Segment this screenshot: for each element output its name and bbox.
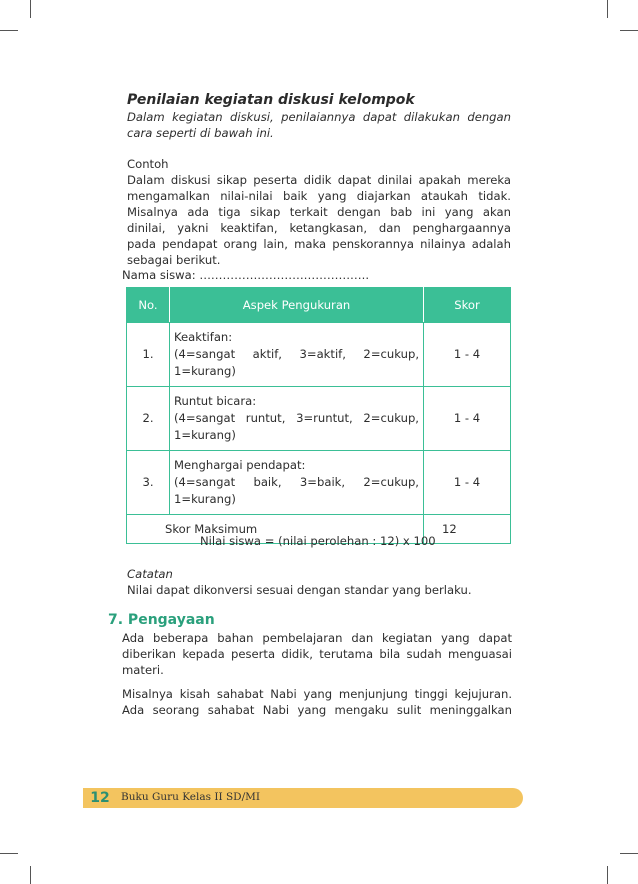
row-aspek: Menghargai pendapat: (4=sangat baik, 3=baik, 2=cukup, 1=kurang) xyxy=(170,451,424,515)
header-aspek: Aspek Pengukuran xyxy=(170,288,424,323)
pengayaan-paragraph-2: Misalnya kisah sahabat Nabi yang menjunjung tinggi kejujuran. Ada seorang sahabat Nabi yang mengaku sulit meninggalkan xyxy=(122,687,512,717)
total-value: 12 xyxy=(424,515,511,544)
pengayaan-heading: 7. Pengayaan xyxy=(108,612,215,628)
intro-paragraph: Dalam kegiatan diskusi, penilaiannya dapat dilakukan dengan cara seperti di bawah ini. xyxy=(127,110,511,140)
book-title: Buku Guru Kelas II SD/MI xyxy=(121,791,261,803)
crop-mark xyxy=(620,853,638,854)
section-title: Penilaian kegiatan diskusi kelompok xyxy=(127,92,415,108)
catatan-label: Catatan xyxy=(127,567,173,581)
contoh-paragraph: Dalam diskusi sikap peserta didik dapat dinilai apakah mereka mengamalkan nilai-nilai baik yang diajarkan ataukah tidak. Misalnya ada tiga sikap terkait dengan bab ini yang akan dinilai, yakni keaktifan, ketangkasan, dan penghargaannya pada pendapat orang lain, maka penskorannya nilainya adalah sebagai berikut. xyxy=(127,173,511,267)
score-formula: Nilai siswa = (nilai perolehan : 12) x 100 xyxy=(200,534,436,548)
crop-mark xyxy=(30,0,31,18)
crop-mark xyxy=(607,0,608,18)
pengayaan-paragraph-1: Ada beberapa bahan pembelajaran dan kegiatan yang dapat diberikan kepada peserta didik, terutama bila sudah menguasai materi. xyxy=(122,631,512,677)
catatan-text: Nilai dapat dikonversi sesuai dengan standar yang berlaku. xyxy=(127,583,472,597)
row-number: 2. xyxy=(127,387,170,451)
table-header-row xyxy=(127,288,511,323)
crop-mark xyxy=(0,853,18,854)
row-number: 3. xyxy=(127,451,170,515)
row-aspek: Keaktifan: (4=sangat aktif, 3=aktif, 2=cukup, 1=kurang) xyxy=(170,323,424,387)
row-number: 1. xyxy=(127,323,170,387)
row-skor: 1 - 4 xyxy=(424,451,511,515)
contoh-label: Contoh xyxy=(127,157,169,171)
crop-mark xyxy=(607,866,608,884)
header-skor: Skor xyxy=(424,288,511,323)
table-row xyxy=(127,451,511,515)
page-number: 12 xyxy=(90,790,110,806)
row-skor: 1 - 4 xyxy=(424,387,511,451)
row-skor: 1 - 4 xyxy=(424,323,511,387)
total-label: Skor Maksimum xyxy=(127,515,424,544)
crop-mark xyxy=(30,866,31,884)
table-row xyxy=(127,387,511,451)
crop-mark xyxy=(620,30,638,31)
row-aspek: Runtut bicara: (4=sangat runtut, 3=runtut, 2=cukup, 1=kurang) xyxy=(170,387,424,451)
crop-mark xyxy=(0,30,18,31)
rubric-table xyxy=(126,287,511,544)
table-row xyxy=(127,323,511,387)
header-no: No. xyxy=(127,288,170,323)
nama-siswa-field: Nama siswa: …………………………………….. xyxy=(122,268,370,282)
